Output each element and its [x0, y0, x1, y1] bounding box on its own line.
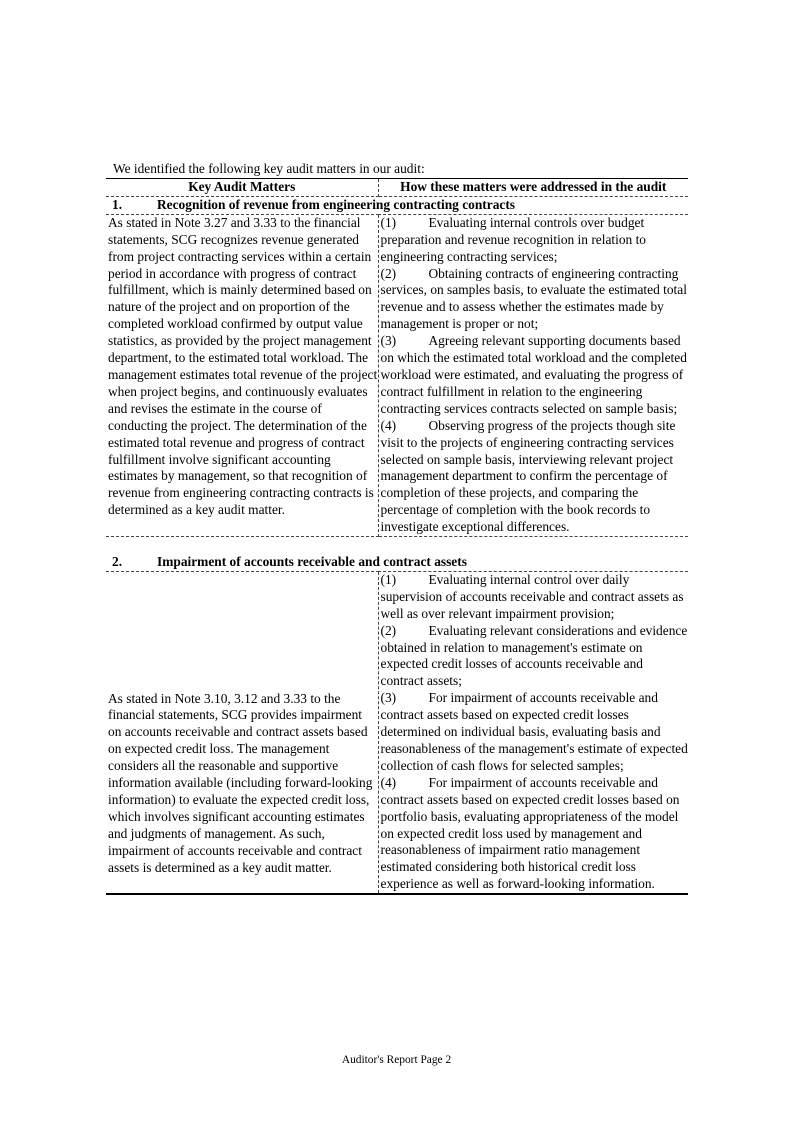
matter-2-procedures: [378, 571, 688, 894]
matter-1-content-row: [106, 214, 688, 536]
matter-2-title: [106, 554, 688, 571]
table-header-row: [106, 179, 688, 197]
matter-2-description: As stated in Note 3.10, 3.12 and 3.33 to the financial statements, SCG provides impairment on accounts receivable and contract assets based on expected credit loss. The management considers all the reasonable and supportive information available (including forward-looking information) to evaluate the expected credit loss, which involves significant accounting estimates and judgments of management. As such, impairment of accounts receivable and contract assets is determined as a key audit matter.: [106, 571, 378, 894]
matter-1-procedure-3: (3) Agreeing relevant supporting documents based on which the estimated total workload and the completed workload were estimated, and evaluating the progress of contract fulfillment in relation to the engineering contracting services contracts selected on sample basis;: [380, 333, 687, 416]
page-footer: Auditor's Report Page 2: [341, 1054, 452, 1066]
matter-2-procedure-1: (1) Evaluating internal control over daily supervision of accounts receivable and contract assets as well as over relevant impairment provision;: [380, 571, 684, 621]
column-header-key-audit-matters: Key Audit Matters: [106, 179, 378, 197]
matter-1-procedures: [378, 214, 688, 536]
matter-2-procedure-2: (2) Evaluating relevant considerations and evidence obtained in relation to management's estimate on expected credit losses of accounts receivable and contract assets;: [380, 622, 688, 689]
column-header-how-addressed: How these matters were addressed in the audit: [378, 179, 688, 197]
intro-text: We identified the following key audit matters in our audit:: [113, 161, 425, 176]
matter-1-number: 1.: [112, 196, 123, 212]
matter-2-number: 2.: [112, 554, 123, 570]
matter-2-title-text: Impairment of accounts receivable and contract assets: [157, 554, 467, 570]
matter-2-title-row: [106, 554, 688, 571]
matter-1-description: As stated in Note 3.27 and 3.33 to the financial statements, SCG recognizes revenue generated from project contracting services within a certain period in accordance with progress of contract fulfillment, which is mainly determined based on nature of the project and on proportion of the completed workload confirmed by output value statistics, as provided by the project management department, to the estimated total workload. The management estimates total revenue of the project when project begins, and continuously evaluates and revises the estimate in the course of conducting the project. The determination of the estimated total revenue and progress of contract fulfillment involve significant accounting estimates by management, so that recognition of revenue from engineering contracting contracts is determined as a key audit matter.: [106, 214, 378, 536]
matter-1-title: [106, 196, 688, 214]
matter-2-procedure-4: (4) For impairment of accounts receivable and contract assets based on expected credit losses based on portfolio basis, evaluating appropriateness of the model on expected credit loss used by management and reasonableness of impairment ratio management estimated considering both historical credit loss experience as well as forward-looking information.: [380, 774, 680, 892]
matter-1-title-row: [106, 196, 688, 214]
section-spacer: [106, 537, 688, 555]
matter-2-procedure-3: (3) For impairment of accounts receivable and contract assets based on expected credit losses determined on individual basis, evaluating basis and reasonableness of the management's estimate of expected collection of cash flows for selected samples;: [380, 690, 688, 773]
matter-2-content-row: [106, 571, 688, 894]
matter-1-title-text: Recognition of revenue from engineering contracting contracts: [157, 196, 516, 212]
key-audit-matters-table: [106, 178, 688, 895]
matter-1-procedure-2: (2) Obtaining contracts of engineering contracting services, on samples basis, to evaluate the estimated total revenue and to assess whether the estimates made by management is proper or not;: [380, 265, 687, 332]
matter-1-procedure-1: (1) Evaluating internal controls over budget preparation and revenue recognition in relation to engineering contracting services;: [380, 214, 646, 264]
matter-1-procedure-4: (4) Observing progress of the projects though site visit to the projects of engineering contracting services selected on sample basis, interviewing relevant project management department to confirm the percentage of completion of these projects, and comparing the percentage of completion with the book records to investigate exceptional differences.: [380, 417, 676, 535]
